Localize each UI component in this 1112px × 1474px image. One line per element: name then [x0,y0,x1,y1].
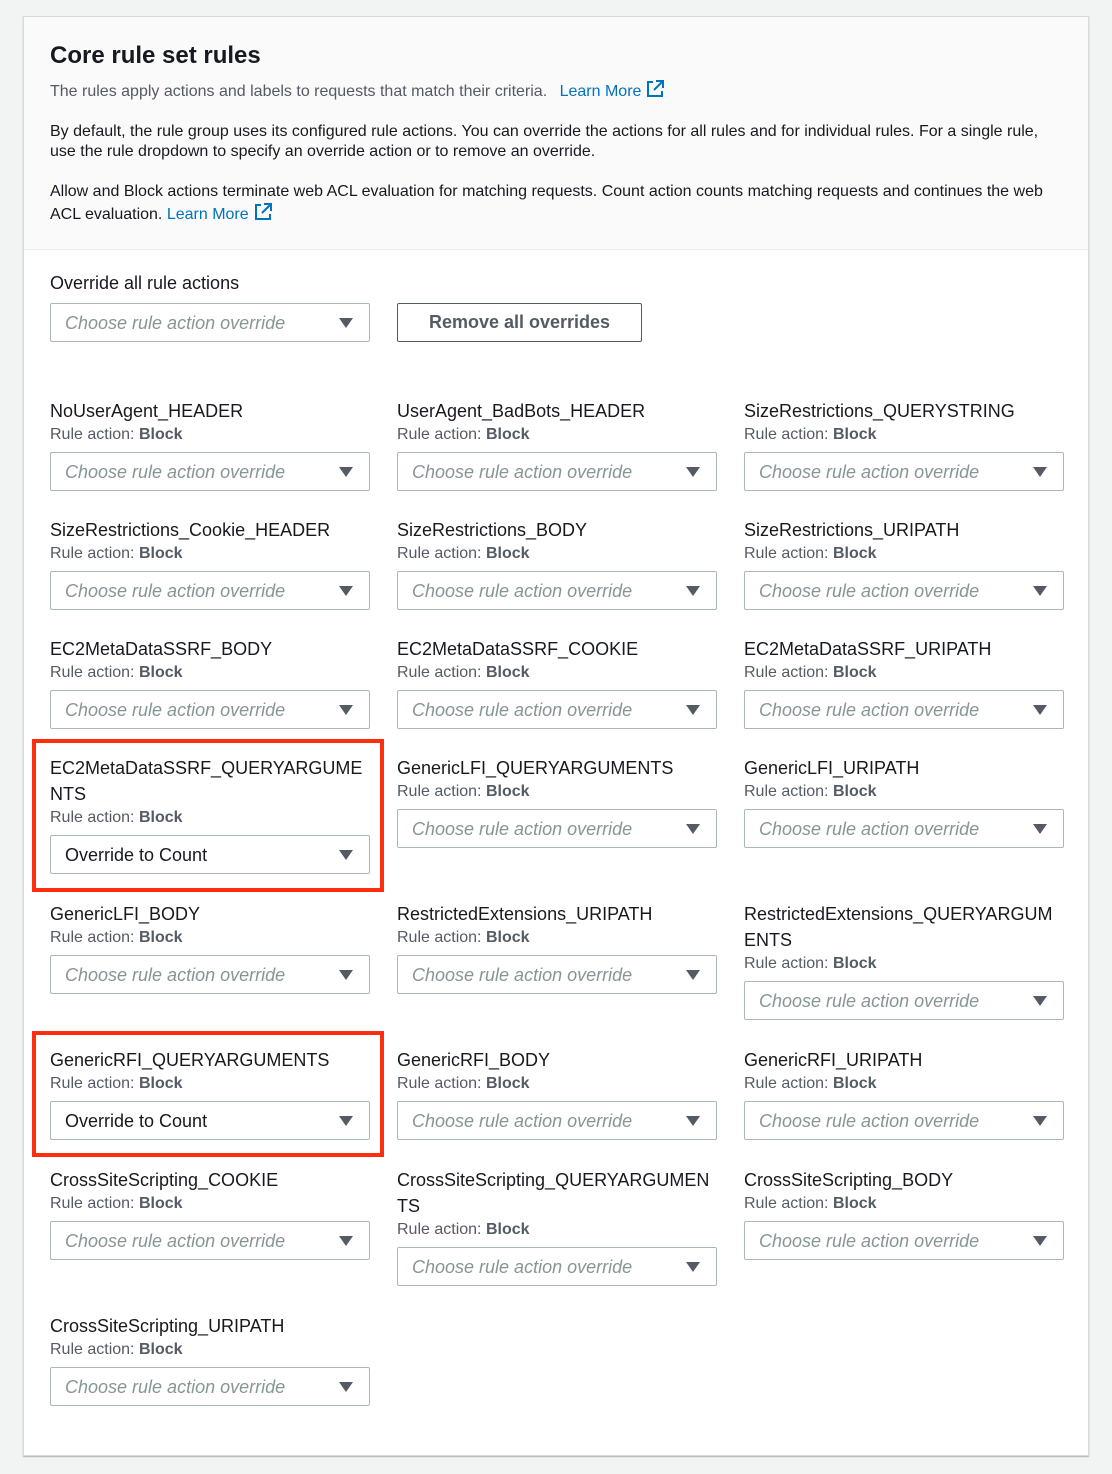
rule-action-label: Rule action: [397,783,482,800]
rule-item [50,636,370,729]
rule-override-select[interactable] [50,452,370,491]
rule-override-value: Choose rule action override [412,700,633,720]
caret-down-icon [339,318,353,328]
rule-item [397,1047,717,1140]
rule-item [744,636,1064,729]
rule-item [50,398,370,491]
rule-override-value: Choose rule action override [759,1231,980,1251]
rule-override-select[interactable] [744,452,1064,491]
rule-action-label: Rule action: [744,664,829,681]
rule-action-value: Block [485,1221,530,1238]
rule-override-select[interactable] [744,809,1064,848]
rule-item [50,1167,370,1260]
rule-action-value: Block [485,664,530,681]
rule-override-select[interactable] [744,690,1064,729]
rule-action [744,1193,1064,1215]
caret-down-icon [686,1116,700,1126]
rule-action [397,424,717,446]
caret-down-icon [1033,586,1047,596]
rule-item [397,1167,717,1286]
learn-more-link-2[interactable] [167,206,273,223]
rule-item [744,901,1064,1020]
override-all-placeholder: Choose rule action override [65,313,286,333]
rule-override-select[interactable] [744,981,1064,1020]
caret-down-icon [1033,996,1047,1006]
caret-down-icon [1033,467,1047,477]
rule-name: GenericRFI_QUERYARGUMENTS [50,1050,330,1070]
caret-down-icon [339,586,353,596]
caret-down-icon [339,1236,353,1246]
rule-action-label: Rule action: [50,1341,135,1358]
rule-override-value: Override to Count [65,1111,208,1131]
rule-override-select[interactable] [744,1101,1064,1140]
rule-name: GenericRFI_URIPATH [744,1050,923,1070]
rule-item [744,1047,1064,1140]
rule-action-label: Rule action: [50,664,135,681]
rule-action-value: Block [138,1341,183,1358]
rule-override-value: Choose rule action override [65,462,286,482]
rule-override-select[interactable] [397,1101,717,1140]
rule-name: EC2MetaDataSSRF_COOKIE [397,639,639,659]
rule-name: CrossSiteScripting_COOKIE [50,1170,279,1190]
rule-action-value: Block [832,1195,877,1212]
rule-override-value: Choose rule action override [412,819,633,839]
rule-name: SizeRestrictions_Cookie_HEADER [50,520,331,540]
rule-override-value: Choose rule action override [412,1257,633,1277]
rule-action-label: Rule action: [50,809,135,826]
caret-down-icon [1033,705,1047,715]
panel-description [50,79,1062,102]
rule-item [744,755,1064,848]
external-link-icon [645,79,665,99]
rule-action-label: Rule action: [50,426,135,443]
rule-item [50,901,370,994]
learn-more-label-2: Learn More [166,206,249,223]
rule-name: CrossSiteScripting_BODY [744,1170,954,1190]
panel-header [24,17,1088,250]
rule-action-value: Block [138,664,183,681]
rule-override-value: Choose rule action override [759,819,980,839]
description-text: The rules apply actions and labels to requests that match their criteria. [50,83,548,100]
rule-action-value: Block [832,783,877,800]
rule-action-label: Rule action: [397,545,482,562]
rule-override-select[interactable] [744,571,1064,610]
remove-all-overrides-button[interactable]: Remove all overrides [397,303,642,342]
caret-down-icon [686,586,700,596]
rule-override-value: Choose rule action override [65,1377,286,1397]
rule-action-label: Rule action: [50,1075,135,1092]
rule-action-value: Block [138,1195,183,1212]
rule-override-value: Choose rule action override [412,965,633,985]
override-explanation: By default, the rule group uses its configured rule actions. You can override the actions for all rules and for individual rules. For a single rule, use the rule dropdown to specify an override action or to remove an override. [50,123,1039,160]
rule-action [50,1339,370,1361]
rule-action-label: Rule action: [744,1195,829,1212]
rule-action [50,424,370,446]
rule-action-value: Block [485,1075,530,1092]
rule-name: GenericLFI_QUERYARGUMENTS [397,758,674,778]
learn-more-link[interactable] [560,83,666,100]
rule-override-value: Choose rule action override [759,1111,980,1131]
rule-item [397,755,717,848]
rule-item [397,901,717,994]
rule-override-value: Choose rule action override [759,991,980,1011]
rule-action-label: Rule action: [744,955,829,972]
rule-override-value: Choose rule action override [412,462,633,482]
rule-override-value: Choose rule action override [65,965,286,985]
action-explanation [50,182,1062,225]
rule-action-value: Block [138,929,183,946]
caret-down-icon [686,705,700,715]
caret-down-icon [686,467,700,477]
rule-action [744,424,1064,446]
rule-override-select[interactable] [50,1221,370,1260]
rule-action-value: Block [832,545,877,562]
rule-action-value: Block [485,929,530,946]
rule-name: SizeRestrictions_BODY [397,520,588,540]
rule-action-value: Block [485,545,530,562]
rule-action-value: Block [485,783,530,800]
caret-down-icon [339,467,353,477]
rule-action [397,781,717,803]
rule-action-value: Block [138,426,183,443]
rule-override-select[interactable] [50,955,370,994]
rule-action-label: Rule action: [397,1075,482,1092]
rule-action-label: Rule action: [397,664,482,681]
external-link-icon [253,202,273,222]
rule-item [50,1313,370,1406]
rule-action [397,662,717,684]
rule-action-label: Rule action: [744,1075,829,1092]
rule-action-value: Block [832,955,877,972]
rule-action [397,543,717,565]
rule-action-value: Block [832,664,877,681]
rule-name: SizeRestrictions_URIPATH [744,520,960,540]
rule-item [50,517,370,610]
caret-down-icon [686,1262,700,1272]
rule-override-value: Choose rule action override [412,581,633,601]
rule-action [397,1219,717,1241]
rule-action-value: Block [485,426,530,443]
rule-name: UserAgent_BadBots_HEADER [397,401,646,421]
rule-name: GenericLFI_BODY [50,904,201,924]
rule-override-value: Choose rule action override [65,1231,286,1251]
rule-override-select[interactable] [397,452,717,491]
rule-override-value: Choose rule action override [65,581,286,601]
rule-action [397,927,717,949]
rule-override-value: Choose rule action override [759,462,980,482]
rule-action-label: Rule action: [744,545,829,562]
rule-name: RestrictedExtensions_QUERYARGUMENTS [744,904,1053,950]
caret-down-icon [339,705,353,715]
rule-override-select[interactable] [50,571,370,610]
rule-item [397,636,717,729]
rule-name: RestrictedExtensions_URIPATH [397,904,653,924]
rule-name: EC2MetaDataSSRF_QUERYARGUMENTS [50,758,363,804]
caret-down-icon [339,1382,353,1392]
rule-action [744,953,1064,975]
rule-action-value: Block [832,426,877,443]
caret-down-icon [686,824,700,834]
highlight-box [32,1031,384,1157]
rule-name: SizeRestrictions_QUERYSTRING [744,401,1015,421]
rule-action [744,1073,1064,1095]
rule-action-label: Rule action: [744,783,829,800]
rule-action-label: Rule action: [397,1221,482,1238]
rule-action-label: Rule action: [744,426,829,443]
panel-title: Core rule set rules [50,42,261,69]
override-all-label: Override all rule actions [50,273,240,293]
rule-override-select[interactable] [397,809,717,848]
caret-down-icon [1033,1236,1047,1246]
caret-down-icon [686,970,700,980]
rule-override-select[interactable] [744,1221,1064,1260]
rule-action [744,781,1064,803]
rule-name: CrossSiteScripting_QUERYARGUMENTS [397,1170,710,1216]
rule-override-value: Override to Count [65,845,208,865]
rule-override-select[interactable] [397,690,717,729]
rule-override-value: Choose rule action override [759,700,980,720]
learn-more-label: Learn More [559,83,642,100]
rule-action-value: Block [832,1075,877,1092]
rule-action-label: Rule action: [397,426,482,443]
rule-name: NoUserAgent_HEADER [50,401,244,421]
caret-down-icon [1033,824,1047,834]
rule-item [744,398,1064,491]
rule-name: CrossSiteScripting_URIPATH [50,1316,285,1336]
rule-action-label: Rule action: [50,1195,135,1212]
rule-override-value: Choose rule action override [759,581,980,601]
caret-down-icon [1033,1116,1047,1126]
rule-action-value: Block [138,1075,183,1092]
core-rule-set-panel [23,16,1089,1456]
rule-override-select[interactable] [397,955,717,994]
rule-action-label: Rule action: [50,929,135,946]
rule-name: EC2MetaDataSSRF_BODY [50,639,273,659]
rule-override-select[interactable] [397,571,717,610]
rule-action [744,543,1064,565]
rule-action-label: Rule action: [50,545,135,562]
rule-override-value: Choose rule action override [412,1111,633,1131]
rule-name: GenericLFI_URIPATH [744,758,920,778]
highlight-box [32,739,384,892]
rule-action [744,662,1064,684]
rule-action-value: Block [138,809,183,826]
override-all-select[interactable] [50,303,370,342]
action-explanation-text: Allow and Block actions terminate web ACL evaluation for matching requests. Count action counts matching requests and continues the web ACL evaluation. [50,183,1043,223]
rule-action [397,1073,717,1095]
rule-action [50,543,370,565]
rule-override-select[interactable] [50,690,370,729]
rule-override-value: Choose rule action override [65,700,286,720]
rule-name: GenericRFI_BODY [397,1050,551,1070]
rule-action [50,1193,370,1215]
rule-item [744,517,1064,610]
rule-item [397,398,717,491]
rule-action-label: Rule action: [397,929,482,946]
rule-item [397,517,717,610]
rule-action [50,662,370,684]
rule-override-select[interactable] [50,1367,370,1406]
rule-item [744,1167,1064,1260]
rule-override-select[interactable] [397,1247,717,1286]
rule-action-value: Block [138,545,183,562]
rule-action [50,927,370,949]
rule-name: EC2MetaDataSSRF_URIPATH [744,639,992,659]
caret-down-icon [339,970,353,980]
